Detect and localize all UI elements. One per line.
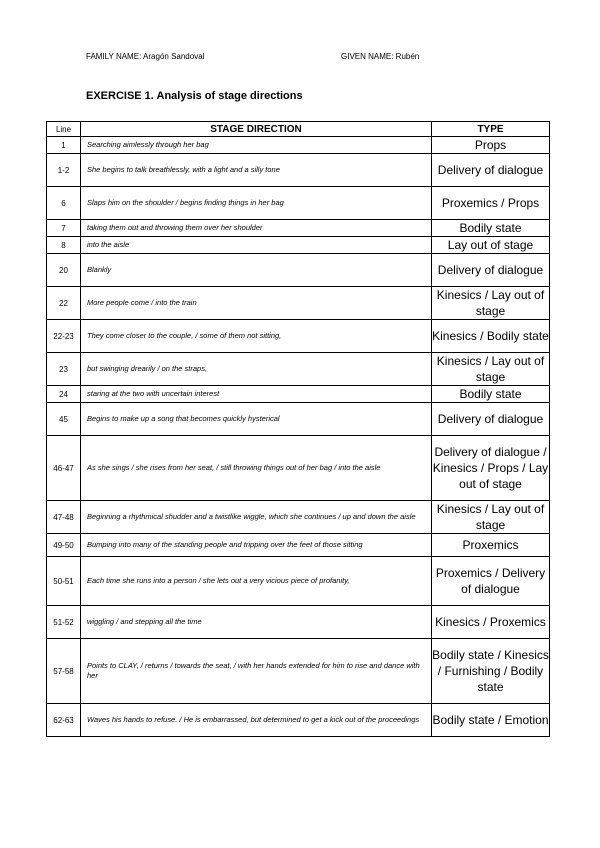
- table-header-row: [47, 122, 550, 137]
- table-row: [47, 254, 550, 287]
- line-number-cell: 22: [47, 287, 81, 320]
- stage-direction-cell: Beginning a rhythmical shudder and a twistlike wiggle, which she continues / up and down the aisle: [81, 501, 432, 534]
- line-number-cell: 6: [47, 187, 81, 220]
- family-name: FAMILY NAME: Aragón Sandoval: [86, 52, 205, 61]
- type-cell: Props: [432, 137, 550, 154]
- table-row: [47, 320, 550, 353]
- type-cell: Kinesics / Proxemics: [432, 606, 550, 639]
- stage-direction-cell: but swinging drearily / on the straps,: [81, 353, 432, 386]
- type-cell: Lay out of stage: [432, 237, 550, 254]
- line-number-cell: 7: [47, 220, 81, 237]
- stage-direction-cell: Slaps him on the shoulder / begins finding things in her bag: [81, 187, 432, 220]
- stage-direction-cell: As she sings / she rises from her seat, / still throwing things out of her bag / into the aisle: [81, 436, 432, 501]
- table-row: [47, 534, 550, 557]
- column-header-line: Line: [47, 122, 81, 137]
- table-row: [47, 220, 550, 237]
- type-cell: Bodily state: [432, 386, 550, 403]
- line-number-cell: 62-63: [47, 704, 81, 737]
- stage-direction-cell: taking them out and throwing them over her shoulder: [81, 220, 432, 237]
- stage-direction-cell: More people come / into the train: [81, 287, 432, 320]
- line-number-cell: 22-23: [47, 320, 81, 353]
- type-cell: Delivery of dialogue: [432, 403, 550, 436]
- type-cell: Proxemics / Props: [432, 187, 550, 220]
- table-row: [47, 557, 550, 606]
- table-row: [47, 187, 550, 220]
- table-row: [47, 501, 550, 534]
- type-cell: Delivery of dialogue: [432, 154, 550, 187]
- table-row: [47, 237, 550, 254]
- stage-directions-table: [46, 121, 550, 737]
- line-number-cell: 46-47: [47, 436, 81, 501]
- type-cell: Kinesics / Lay out of stage: [432, 353, 550, 386]
- table-row: [47, 403, 550, 436]
- stage-direction-cell: Points to CLAY, / returns / towards the seat, / with her hands extended for him to rise and dance with her: [81, 639, 432, 704]
- line-number-cell: 8: [47, 237, 81, 254]
- table-row: [47, 287, 550, 320]
- line-number-cell: 57-58: [47, 639, 81, 704]
- type-cell: Bodily state / Kinesics / Furnishing / Bodily state: [432, 639, 550, 704]
- given-name: GIVEN NAME: Rubén: [341, 52, 420, 61]
- line-number-cell: 1-2: [47, 154, 81, 187]
- type-cell: Delivery of dialogue / Kinesics / Props / Lay out of stage: [432, 436, 550, 501]
- line-number-cell: 45: [47, 403, 81, 436]
- type-cell: Kinesics / Bodily state: [432, 320, 550, 353]
- type-cell: Proxemics: [432, 534, 550, 557]
- column-header-type: TYPE: [432, 122, 550, 137]
- line-number-cell: 51-52: [47, 606, 81, 639]
- line-number-cell: 1: [47, 137, 81, 154]
- column-header-stage-direction: STAGE DIRECTION: [81, 122, 432, 137]
- line-number-cell: 24: [47, 386, 81, 403]
- line-number-cell: 47-48: [47, 501, 81, 534]
- table-row: [47, 353, 550, 386]
- line-number-cell: 20: [47, 254, 81, 287]
- type-cell: Bodily state: [432, 220, 550, 237]
- table-row: [47, 704, 550, 737]
- stage-direction-cell: Searching aimlessly through her bag: [81, 137, 432, 154]
- stage-direction-cell: She begins to talk breathlessly, with a light and a silly tone: [81, 154, 432, 187]
- type-cell: Kinesics / Lay out of stage: [432, 501, 550, 534]
- stage-direction-cell: wiggling / and stepping all the time: [81, 606, 432, 639]
- stage-direction-cell: Begins to make up a song that becomes quickly hysterical: [81, 403, 432, 436]
- table-body: [47, 137, 550, 737]
- line-number-cell: 50-51: [47, 557, 81, 606]
- stage-direction-cell: staring at the two with uncertain interest: [81, 386, 432, 403]
- table-row: [47, 639, 550, 704]
- type-cell: Kinesics / Lay out of stage: [432, 287, 550, 320]
- type-cell: Delivery of dialogue: [432, 254, 550, 287]
- stage-direction-cell: Each time she runs into a person / she lets out a very vicious piece of profanity,: [81, 557, 432, 606]
- table-row: [47, 137, 550, 154]
- stage-direction-cell: into the aisle: [81, 237, 432, 254]
- table-row: [47, 436, 550, 501]
- line-number-cell: 49-50: [47, 534, 81, 557]
- stage-direction-cell: Waves his hands to refuse. / He is embarrassed, but determined to get a kick out of the proceedings: [81, 704, 432, 737]
- table-row: [47, 386, 550, 403]
- stage-direction-cell: Blankly: [81, 254, 432, 287]
- table-row: [47, 606, 550, 639]
- stage-direction-cell: They come closer to the couple, / some of them not sitting,: [81, 320, 432, 353]
- table-row: [47, 154, 550, 187]
- type-cell: Bodily state / Emotion: [432, 704, 550, 737]
- type-cell: Proxemics / Delivery of dialogue: [432, 557, 550, 606]
- line-number-cell: 23: [47, 353, 81, 386]
- exercise-title: EXERCISE 1. Analysis of stage directions: [86, 90, 303, 102]
- stage-direction-cell: Bumping into many of the standing people and tripping over the feet of those sitting: [81, 534, 432, 557]
